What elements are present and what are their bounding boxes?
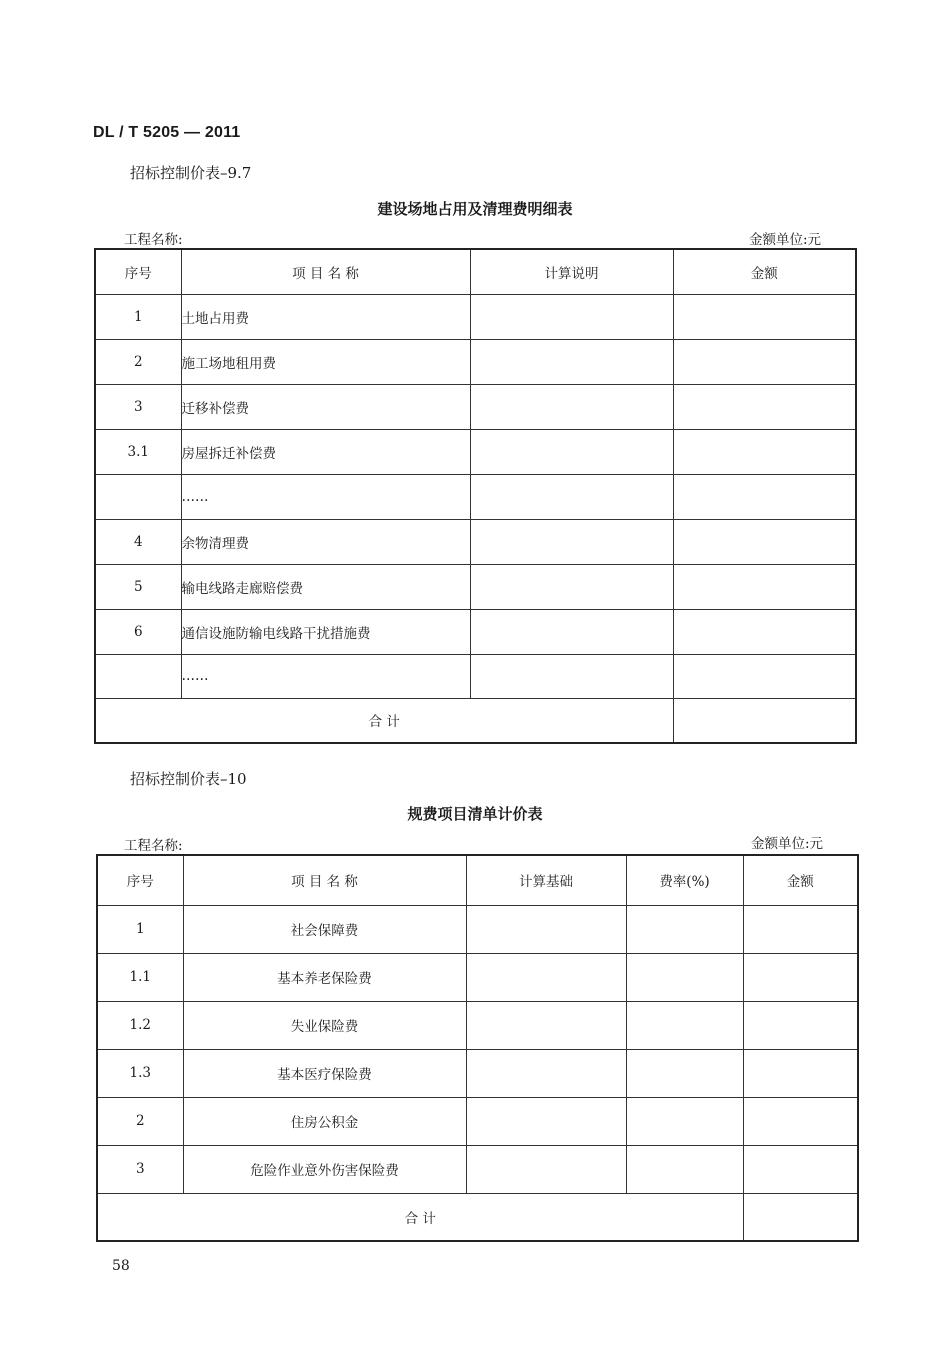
- table1-title: 建设场地占用及清理费明细表: [377, 200, 573, 218]
- col-header-calc-note: 计算说明: [470, 249, 673, 294]
- row-item-name: 失业保险费: [183, 1001, 466, 1049]
- table1-land-clearing-costs: [94, 248, 857, 744]
- row-item-name: 土地占用费: [181, 294, 470, 339]
- table2-header-row: [97, 855, 858, 905]
- row-no: [95, 654, 181, 698]
- row-no: 1.3: [97, 1049, 183, 1097]
- row-calc-note-cell: [470, 294, 673, 339]
- page-number: 58: [112, 1258, 130, 1274]
- row-amount-cell: [673, 429, 856, 474]
- row-no: 2: [95, 339, 181, 384]
- row-amount-cell: [743, 905, 858, 953]
- row-no: 6: [95, 609, 181, 654]
- row-amount-cell: [743, 953, 858, 1001]
- table-row: [95, 519, 856, 564]
- row-no: [95, 474, 181, 519]
- form-label-9-7: 招标控制价表–9.7: [130, 164, 252, 182]
- row-item-name: 危险作业意外伤害保险费: [183, 1145, 466, 1193]
- row-no: 4: [95, 519, 181, 564]
- table-row: [97, 1049, 858, 1097]
- row-calc-basis-cell: [466, 1145, 626, 1193]
- row-item-name: 基本医疗保险费: [183, 1049, 466, 1097]
- row-no: 3.1: [95, 429, 181, 474]
- row-item-name: 通信设施防输电线路干扰措施费: [181, 609, 470, 654]
- row-rate-cell: [626, 905, 743, 953]
- row-amount-cell: [673, 339, 856, 384]
- col-header-calc-basis: 计算基础: [466, 855, 626, 905]
- table2-total-row: [97, 1193, 858, 1241]
- table2-statutory-fees: [96, 854, 859, 1242]
- col-header-item-name: 项 目 名 称: [181, 249, 470, 294]
- row-amount-cell: [673, 654, 856, 698]
- col-header-rate: 费率(%): [626, 855, 743, 905]
- total-label: 合 计: [97, 1193, 743, 1241]
- row-calc-note-cell: [470, 384, 673, 429]
- row-no: 1: [97, 905, 183, 953]
- table-row: [97, 1001, 858, 1049]
- row-rate-cell: [626, 1097, 743, 1145]
- row-item-name: 社会保障费: [183, 905, 466, 953]
- row-amount-cell: [743, 1049, 858, 1097]
- row-calc-note-cell: [470, 564, 673, 609]
- table-row: [97, 1097, 858, 1145]
- row-amount-cell: [743, 1097, 858, 1145]
- row-amount-cell: [673, 609, 856, 654]
- row-amount-cell: [673, 294, 856, 339]
- table1-total-row: [95, 698, 856, 743]
- row-rate-cell: [626, 1001, 743, 1049]
- row-item-name: 施工场地租用费: [181, 339, 470, 384]
- row-no: 1.2: [97, 1001, 183, 1049]
- row-no: 3: [95, 384, 181, 429]
- table2-unit-label: 金额单位:元: [751, 836, 824, 852]
- table-row: [95, 429, 856, 474]
- table-row: [95, 339, 856, 384]
- col-header-amount: 金额: [673, 249, 856, 294]
- row-item-name: 输电线路走廊赔偿费: [181, 564, 470, 609]
- table-row: [95, 609, 856, 654]
- col-header-no: 序号: [95, 249, 181, 294]
- row-amount-cell: [673, 474, 856, 519]
- table2-project-name-label: 工程名称:: [124, 838, 183, 854]
- row-item-name: 迁移补偿费: [181, 384, 470, 429]
- row-amount-cell: [673, 384, 856, 429]
- row-rate-cell: [626, 1145, 743, 1193]
- row-calc-note-cell: [470, 474, 673, 519]
- table-row: [95, 474, 856, 519]
- row-calc-note-cell: [470, 654, 673, 698]
- row-no: 1: [95, 294, 181, 339]
- table1-project-name-label: 工程名称:: [124, 232, 183, 248]
- table1-unit-label: 金额单位:元: [749, 232, 822, 248]
- row-calc-note-cell: [470, 609, 673, 654]
- col-header-item-name: 项 目 名 称: [183, 855, 466, 905]
- row-item-name: 住房公积金: [183, 1097, 466, 1145]
- total-label: 合 计: [95, 698, 673, 743]
- row-calc-note-cell: [470, 519, 673, 564]
- row-no: 5: [95, 564, 181, 609]
- table-row: [97, 953, 858, 1001]
- table-row: [95, 564, 856, 609]
- total-amount-cell: [673, 698, 856, 743]
- row-calc-note-cell: [470, 429, 673, 474]
- row-amount-cell: [673, 564, 856, 609]
- row-calc-basis-cell: [466, 953, 626, 1001]
- table2-title: 规费项目清单计价表: [407, 805, 543, 823]
- row-item-name: ……: [181, 654, 470, 698]
- col-header-no: 序号: [97, 855, 183, 905]
- row-item-name: 基本养老保险费: [183, 953, 466, 1001]
- row-rate-cell: [626, 1049, 743, 1097]
- total-amount-cell: [743, 1193, 858, 1241]
- row-amount-cell: [673, 519, 856, 564]
- row-no: 3: [97, 1145, 183, 1193]
- row-item-name: 余物清理费: [181, 519, 470, 564]
- row-amount-cell: [743, 1001, 858, 1049]
- row-item-name: 房屋拆迁补偿费: [181, 429, 470, 474]
- table1-header-row: [95, 249, 856, 294]
- row-no: 2: [97, 1097, 183, 1145]
- table-row: [95, 294, 856, 339]
- table-row: [95, 384, 856, 429]
- form-label-10: 招标控制价表–10: [130, 770, 247, 788]
- row-calc-basis-cell: [466, 1001, 626, 1049]
- row-item-name: ……: [181, 474, 470, 519]
- table-row: [97, 905, 858, 953]
- standard-code: DL / T 5205 — 2011: [93, 124, 241, 141]
- row-amount-cell: [743, 1145, 858, 1193]
- col-header-amount: 金额: [743, 855, 858, 905]
- row-calc-basis-cell: [466, 1049, 626, 1097]
- row-rate-cell: [626, 953, 743, 1001]
- row-no: 1.1: [97, 953, 183, 1001]
- table-row: [95, 654, 856, 698]
- row-calc-basis-cell: [466, 1097, 626, 1145]
- table-row: [97, 1145, 858, 1193]
- row-calc-basis-cell: [466, 905, 626, 953]
- row-calc-note-cell: [470, 339, 673, 384]
